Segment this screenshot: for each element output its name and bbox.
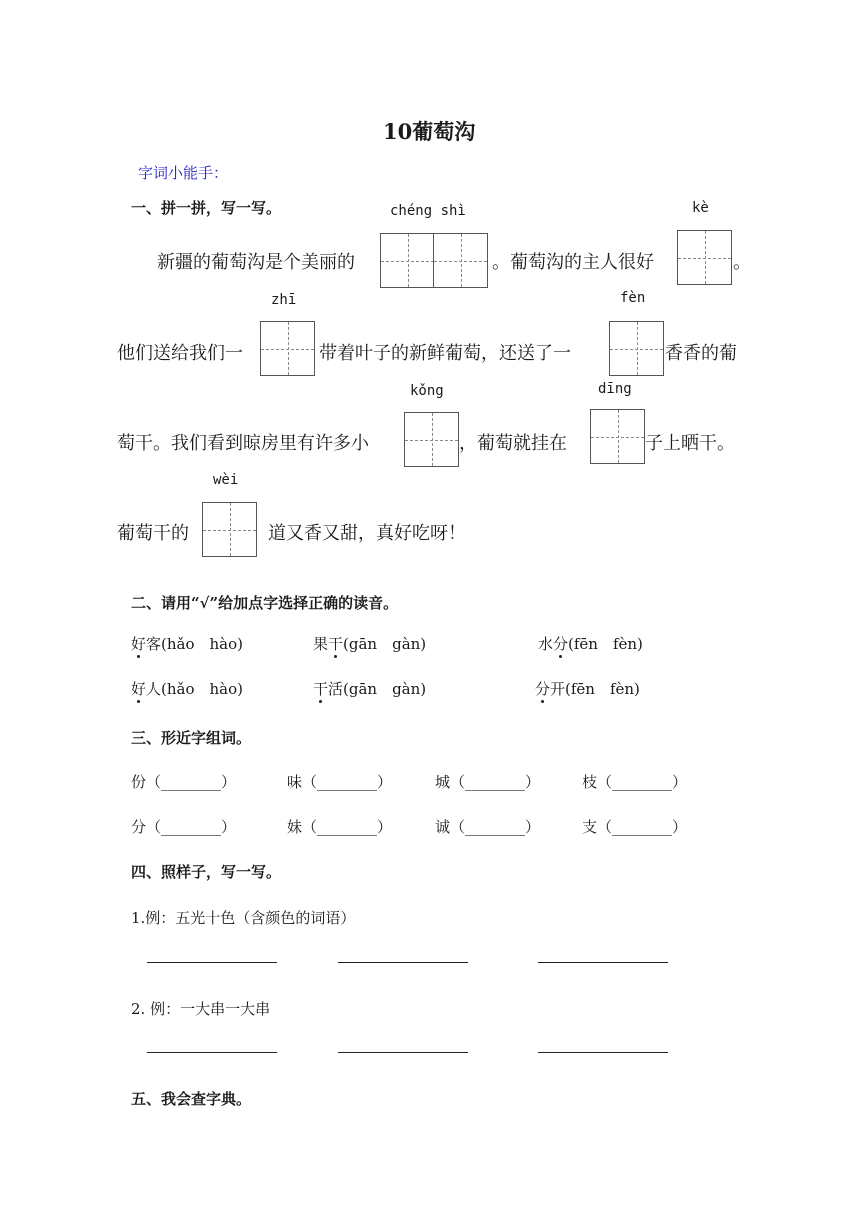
choice-item-ganhuo[interactable] — [313, 678, 426, 699]
line3-text-a: 萄干。我们看到晾房里有许多小 — [117, 433, 369, 454]
plain-char: 果 — [313, 635, 329, 653]
tian-box-wei[interactable] — [202, 502, 257, 557]
dotted-char: 干 — [313, 680, 329, 698]
line1-text-c: 。 — [733, 252, 751, 273]
pinyin-zhi: zhī — [271, 292, 297, 308]
tian-box-cheng[interactable] — [380, 233, 435, 288]
choice-text: (gān gàn) — [343, 635, 427, 653]
line3-text-c: 子上晒干。 — [645, 433, 735, 454]
word-blank-fen[interactable]: 份（________） — [131, 773, 237, 791]
section1-heading: 一、拼一拼，写一写。 — [131, 199, 282, 217]
plain-char: 水 — [538, 635, 554, 653]
word-blank-zhi[interactable]: 枝（________） — [582, 773, 688, 791]
example-2: 2. 例：一大串一大串 — [131, 1000, 271, 1018]
section-subtitle: 字词小能手： — [138, 164, 229, 182]
pinyin-fen: fèn — [620, 290, 646, 306]
choice-text: 客(hǎo hào) — [146, 635, 243, 653]
example-1: 1.例：五光十色（含颜色的词语） — [131, 909, 356, 927]
answer-line[interactable] — [338, 962, 468, 963]
choice-item-guogan[interactable] — [313, 633, 426, 654]
answer-line[interactable] — [147, 1052, 277, 1053]
tian-box-fen[interactable] — [609, 321, 664, 376]
pinyin-kong: kǒng — [410, 383, 444, 399]
tian-box-kong[interactable] — [404, 412, 459, 467]
line4-text-a: 葡萄干的 — [117, 523, 189, 544]
choice-text: 活(gān gàn) — [328, 680, 427, 698]
section4-heading: 四、照样子，写一写。 — [131, 863, 282, 881]
section3-heading: 三、形近字组词。 — [131, 729, 252, 747]
pinyin-chengshi: chéng shì — [390, 203, 466, 219]
page-title: 10葡萄沟 — [383, 119, 476, 144]
line2-text-a: 他们送给我们一 — [117, 343, 243, 364]
answer-line[interactable] — [147, 962, 277, 963]
choice-text: (fēn fèn) — [568, 635, 643, 653]
word-blank-cheng2[interactable]: 诚（________） — [435, 818, 541, 836]
choice-item-haoke[interactable] — [131, 633, 243, 654]
choice-item-fenkai[interactable] — [535, 678, 640, 699]
pinyin-ke: kè — [692, 200, 709, 216]
choice-item-haoren[interactable] — [131, 678, 243, 699]
answer-line[interactable] — [338, 1052, 468, 1053]
word-blank-fen2[interactable]: 分（________） — [131, 818, 237, 836]
word-blank-cheng[interactable]: 城（________） — [435, 773, 541, 791]
section5-heading: 五、我会查字典。 — [131, 1090, 252, 1108]
choice-text: 开(fēn fèn) — [550, 680, 640, 698]
line2-text-b: 带着叶子的新鲜葡萄，还送了一 — [319, 343, 571, 364]
line1-text-b: 。葡萄沟的主人很好 — [492, 252, 654, 273]
line2-text-c: 香香的葡 — [665, 343, 737, 364]
word-blank-mei[interactable]: 妹（________） — [287, 818, 393, 836]
dotted-char: 分 — [553, 635, 569, 653]
tian-box-zhi[interactable] — [260, 321, 315, 376]
pinyin-ding: dīng — [598, 381, 632, 397]
dotted-char: 好 — [131, 635, 147, 653]
tian-box-ke[interactable] — [677, 230, 732, 285]
dotted-char: 分 — [535, 680, 551, 698]
answer-line[interactable] — [538, 1052, 668, 1053]
tian-box-ding[interactable] — [590, 409, 645, 464]
dotted-char: 好 — [131, 680, 147, 698]
tian-box-shi[interactable] — [433, 233, 488, 288]
choice-item-shuifen[interactable] — [538, 633, 643, 654]
line1-text-a: 新疆的葡萄沟是个美丽的 — [157, 252, 355, 273]
section2-heading: 二、请用“√”给加点字选择正确的读音。 — [131, 594, 399, 612]
word-blank-zhi2[interactable]: 支（________） — [582, 818, 688, 836]
line4-text-b: 道又香又甜，真好吃呀！ — [268, 523, 466, 544]
answer-line[interactable] — [538, 962, 668, 963]
choice-text: 人(hǎo hào) — [146, 680, 243, 698]
dotted-char: 干 — [328, 635, 344, 653]
word-blank-wei[interactable]: 味（________） — [287, 773, 393, 791]
pinyin-wei: wèi — [213, 472, 239, 488]
line3-text-b: ，葡萄就挂在 — [459, 433, 567, 454]
